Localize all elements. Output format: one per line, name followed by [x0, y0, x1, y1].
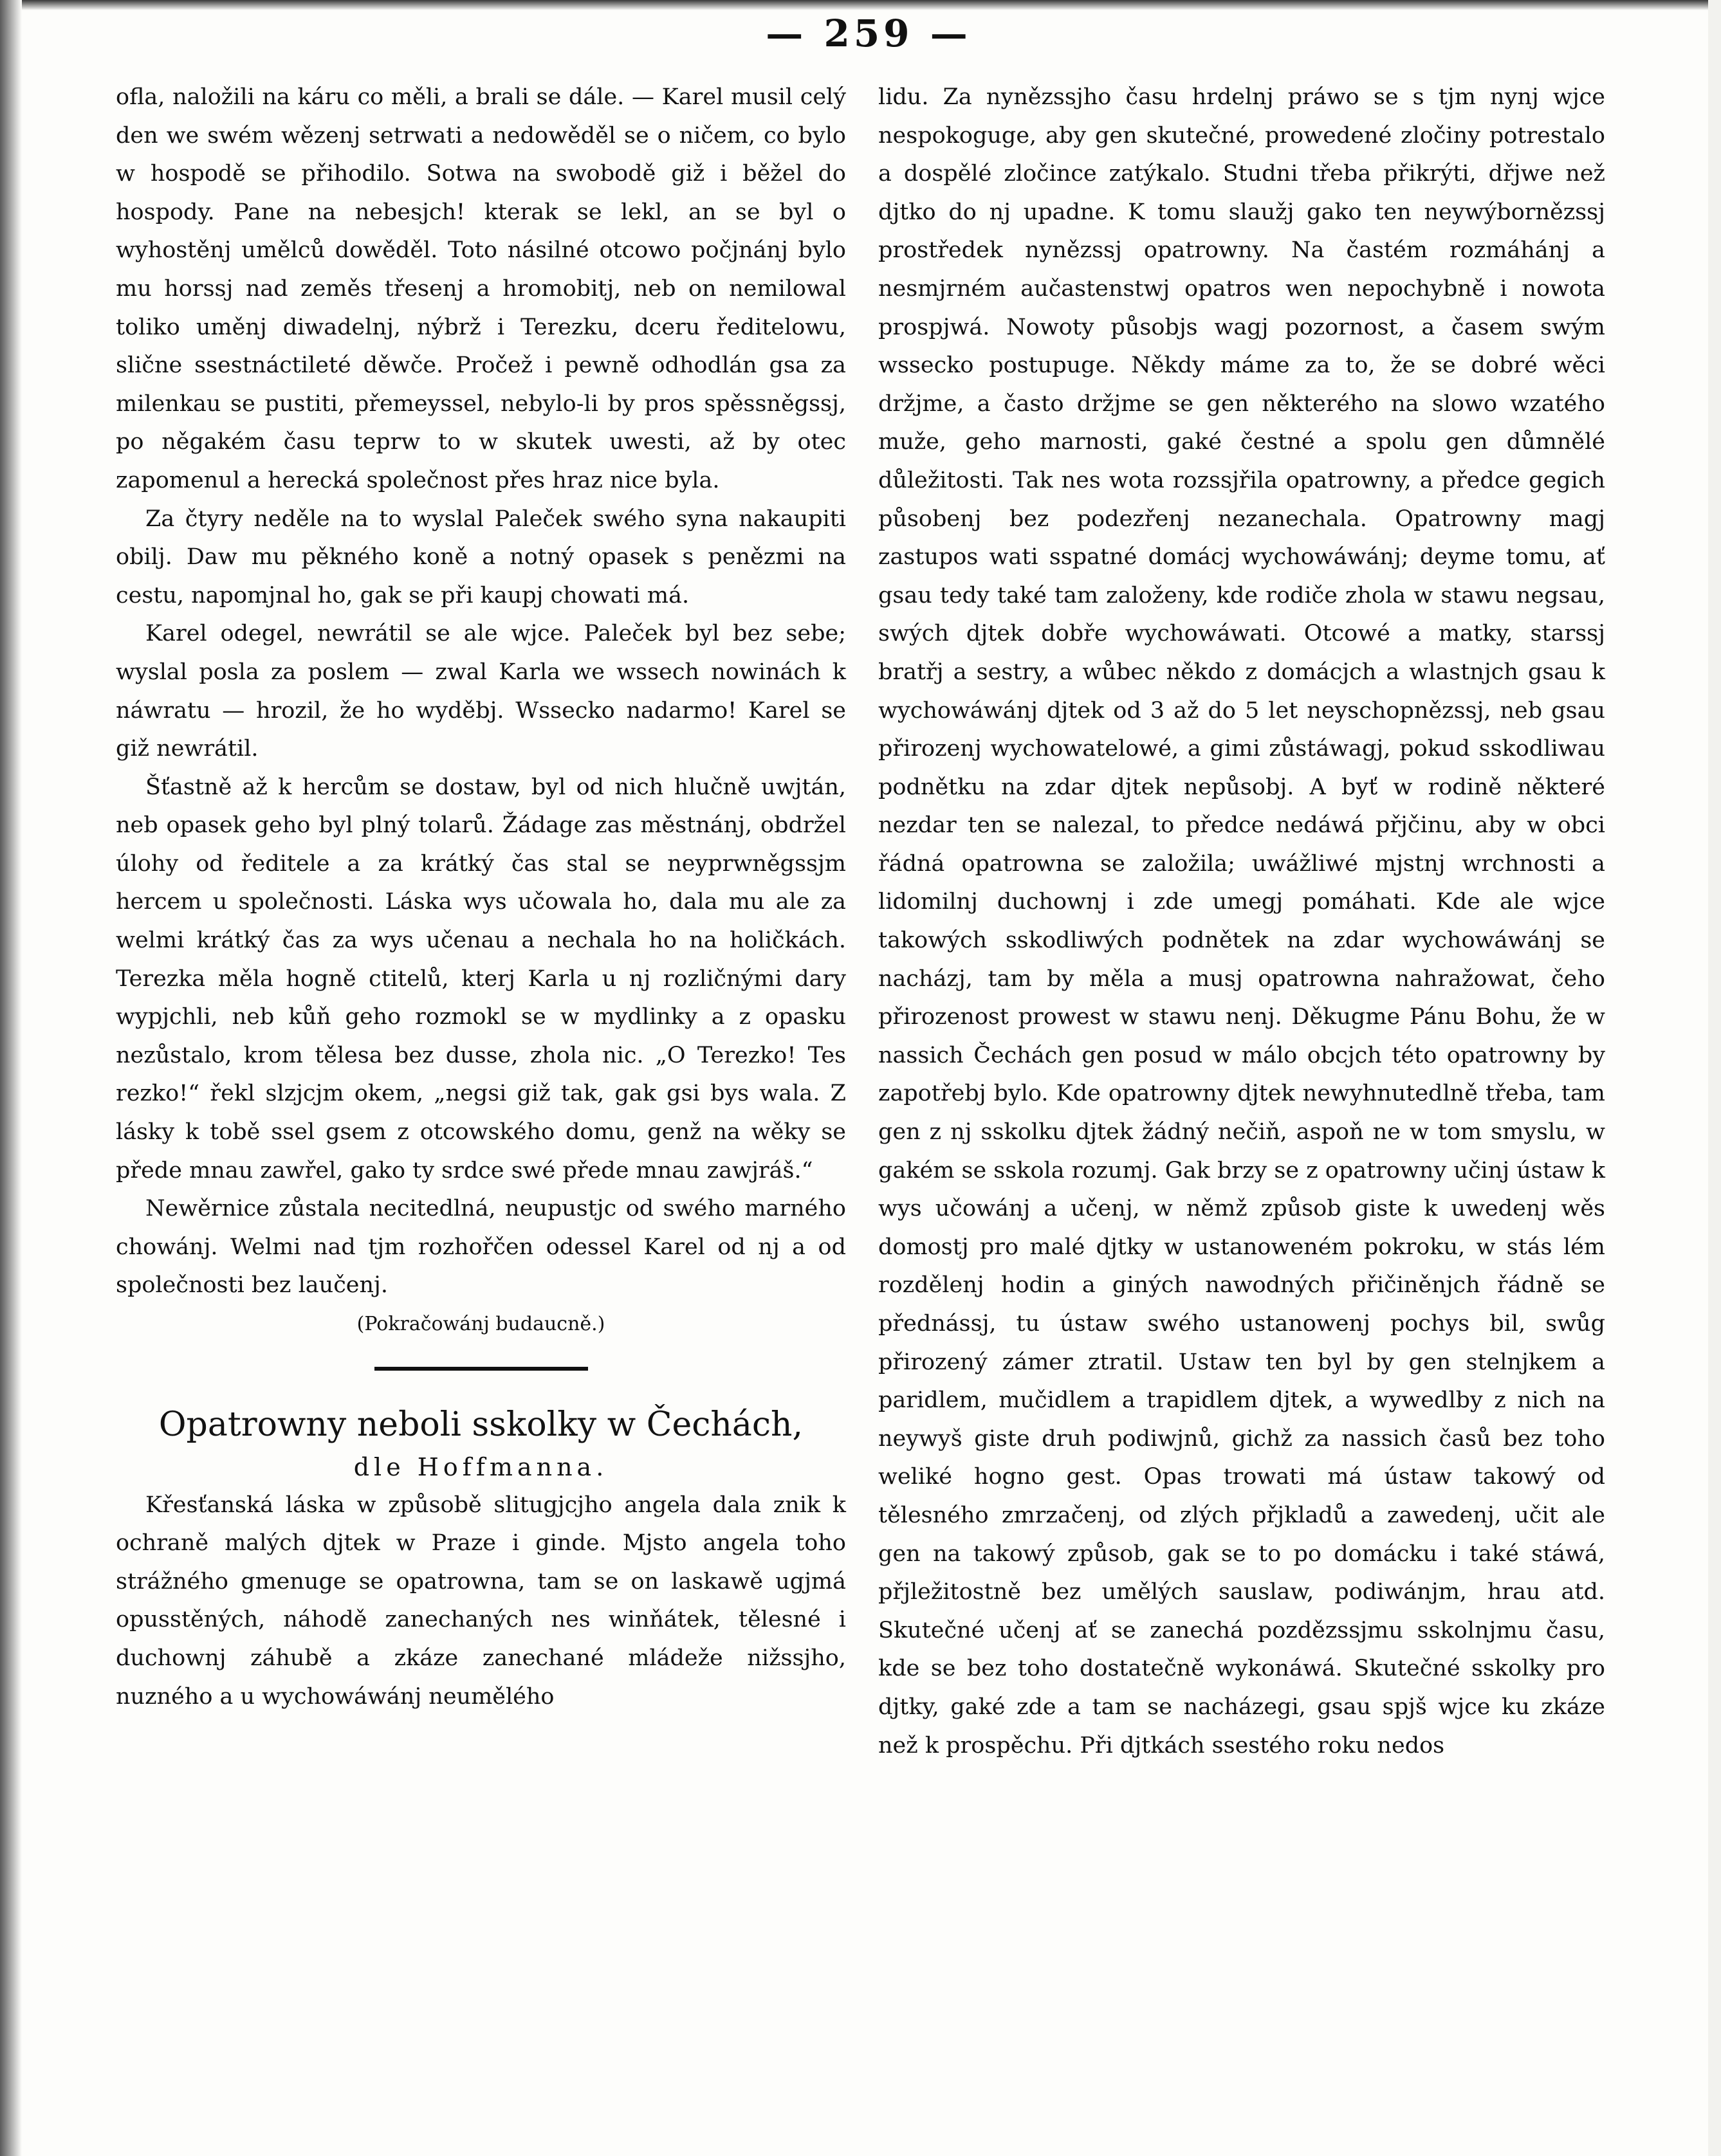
right-column — [878, 78, 1605, 1765]
paragraph: Za čtyry neděle na to wyslal Paleček swého syna nakaupiti obilj. Daw mu pěkného koně a notný opasek s penězmi na cestu, napomjnal ho, gak se při kaupj chowati má. — [116, 506, 846, 608]
section-divider — [374, 1367, 588, 1371]
paragraph: lidu. Za nynězssjho času hrdelnj práwo se s tjm nynj wjce nespokoguge, aby gen skutečné, prowedené zločiny potrestalo a dospělé zločince zatýkalo. Studni třeba přikrýti, dřjwe než djtko do nj upadne. K tomu slaužj gako ten neywýbornězssj prostředek nynězssj opatrowny. Na častém rozmáhánj a nesmjrném aučastenstwj opatros wen nepochybně i nowota prospjwá. Nowoty působjs wagj pozornost, a časem swým wssecko postupuge. Někdy máme za to, že se dobré wěci držjme, a často držjme se gen některého na slowo wzatého muže, geho marnosti, gaké čestné a spolu gen důmnělé důležitosti. Tak nes wota rozssjřila opatrowny, a předce gegich působenj bez podezřenj nezanechala. Opatrowny magj zastupos wati sspatné domácj wychowáwánj; deyme tomu, ať gsau tedy také tam založeny, kde rodiče zhola w stawu negsau, swých djtek dobře wychowáwati. Otcowé a matky, starssj bratřj a sestry, a wůbec někdo z domácjch a wlastnjch gsau k wychowáwánj djtek od 3 až do 5 let neyschopnězssj, neb gsau přirozenj wychowatelowé, a gimi zůstáwagj, pokud sskodliwau podnětku na zdar djtek nepůsobj. A byť w rodině některé nezdar ten se nalezal, to předce nedáwá přjčinu, aby w obci řádná opatrowna se založila; uwážliwé mjstnj wrchnosti a lidomilnj duchownj i zde umegj pomáhati. Kde ale wjce takowých sskodliwých podnětek na zdar wychowáwánj se nacházj, tam by měla a musj opatrowna nahražowat, čeho přirozenost prowest w stawu nenj. Děkugme Pánu Bohu, že w nassich Čechách gen posud w málo obcjch této opatrowny by zapotřebj bylo. Kde opatrowny djtek newyhnutedlně třeba, tam gen z nj sskolku djtek žádný nečiň, aspoň ne w tom smyslu, w gakém se sskola rozumj. Gak brzy se z opatrowny učinj ústaw k wys učowánj a učenj, w němž způsob giste k uwedenj wěs domostj pro malé djtky w ustanoweném pokroku, w stás lém rozdělenj hodin a giných nawodných přičiněnjch řádně se přednássj, tu ústaw swého ustanowenj pochys bil, swůg přirozený zámer ztratil. Ustaw ten byl by gen stelnjkem a paridlem, mučidlem a trapidlem djtek, a wywedlby z nich na neywyš giste druh podiwjnů, gichž za nassich časů bez toho weliké hogno gest. Opas trowati má ústaw takowý od tělesného zmrzačenj, od zlých přjkladů a zawedenj, učit ale gen na takowý způsob, gak se to po domácku i také stáwá, přjležitostně bez umělých sauslaw, podiwánjm, hrau atd. Skutečné učenj ať se zanechá pozdězssjmu sskolnjmu času, kde se bez toho dostatečně wykonáwá. Skutečné sskolky pro djtky, gaké zde a tam se nacházegi, gsau spjš wjce ku zkáze než k prospěchu. Při djtkách ssestého roku nedos — [878, 84, 1605, 1759]
article-subtitle: dle Hoffmanna. — [353, 1452, 609, 1481]
paragraph: Karel odegel, newrátil se ale wjce. Paleček byl bez sebe; wyslal posla za poslem — zwal Karla we wssech nowinách k náwratu — hrozil, že ho wyděbj. Wssecko nadarmo! Karel se giž newrátil. — [116, 621, 846, 762]
article-title: Opatrowny neboli sskolky w Čechách, — [158, 1405, 804, 1444]
page-number: — 259 — — [766, 12, 971, 55]
paragraph: Šťastně až k hercům se dostaw, byl od nich hlučně uwjtán, neb opasek geho byl plný tolarů. Žádage zas městnánj, obdržel úlohy od ředitele a za krátký čas stal se neyprwněgssjm hercem u společnosti. Láska wys učowala ho, dala mu ale za welmi krátký čas za wys učenau a nechala ho na holičkách. Terezka měla hogně ctitelů, kterj Karla u nj rozličnými dary wypjchli, neb kůň geho rozmokl se w mydlinky a z opasku nezůstalo, krom tělesa bez dusse, zhola nic. „O Terezko! Tes rezko!“ řekl slzjcjm okem, „negsi giž tak, gak gsi bys wala. Z lásky k tobě ssel gsem z otcowského domu, genž na wěky se přede mnau zawřel, gako ty srdce swé přede mnau zawjráš.“ — [116, 774, 846, 1183]
paragraph: Newěrnice zůstala necitedlná, neupustjc od swého marného chowánj. Welmi nad tjm rozhořčen odessel Karel od nj a od společnosti bez laučenj. — [116, 1196, 846, 1299]
paragraph: Křesťanská láska w způsobě slitugjcjho angela dala znik k ochraně malých djtek w Praze i ginde. Mjsto angela toho strážného gmenuge se opatrowna, tam se on laskawě ugjmá opusstěných, náhodě zanechaných nes winňátek, tělesné i duchownj záhubě a zkáze zanechané mládeže nižssjho, nuzného a u wychowáwánj neumělého — [116, 1492, 846, 1710]
page-left-edge-shadow — [0, 0, 22, 2156]
continued-note: (Pokračowánj budaucně.) — [356, 1313, 605, 1335]
left-column — [116, 78, 846, 1716]
page-top-edge-shadow — [0, 0, 1721, 10]
paragraph: ofla, naložili na káru co měli, a brali se dále. — Karel musil celý den we swém wězenj setrwati a nedowěděl se o ničem, co bylo w hospodě se přihodilo. Sotwa na swobodě giž i běžel do hospody. Pane na nebesjch! kterak se lekl, an se byl o wyhostěnj umělců dowěděl. Toto násilné otcowo počjnánj bylo mu horssj nad zeměs třesenj a hromobitj, neb on nemilowal toliko uměnj diwadelnj, nýbrž i Terezku, dceru ředitelowu, slične ssestnáctileté děwče. Pročež i pewně odhodlán gsa za milenkau se pustiti, přemeyssel, nebylo-li by pros spěssněgssj, po něgakém času teprw to w skutek uwesti, až by otec zapomenul a herecká společnost přes hraz nice byla. — [116, 84, 846, 493]
page-right-edge — [1708, 0, 1721, 2156]
